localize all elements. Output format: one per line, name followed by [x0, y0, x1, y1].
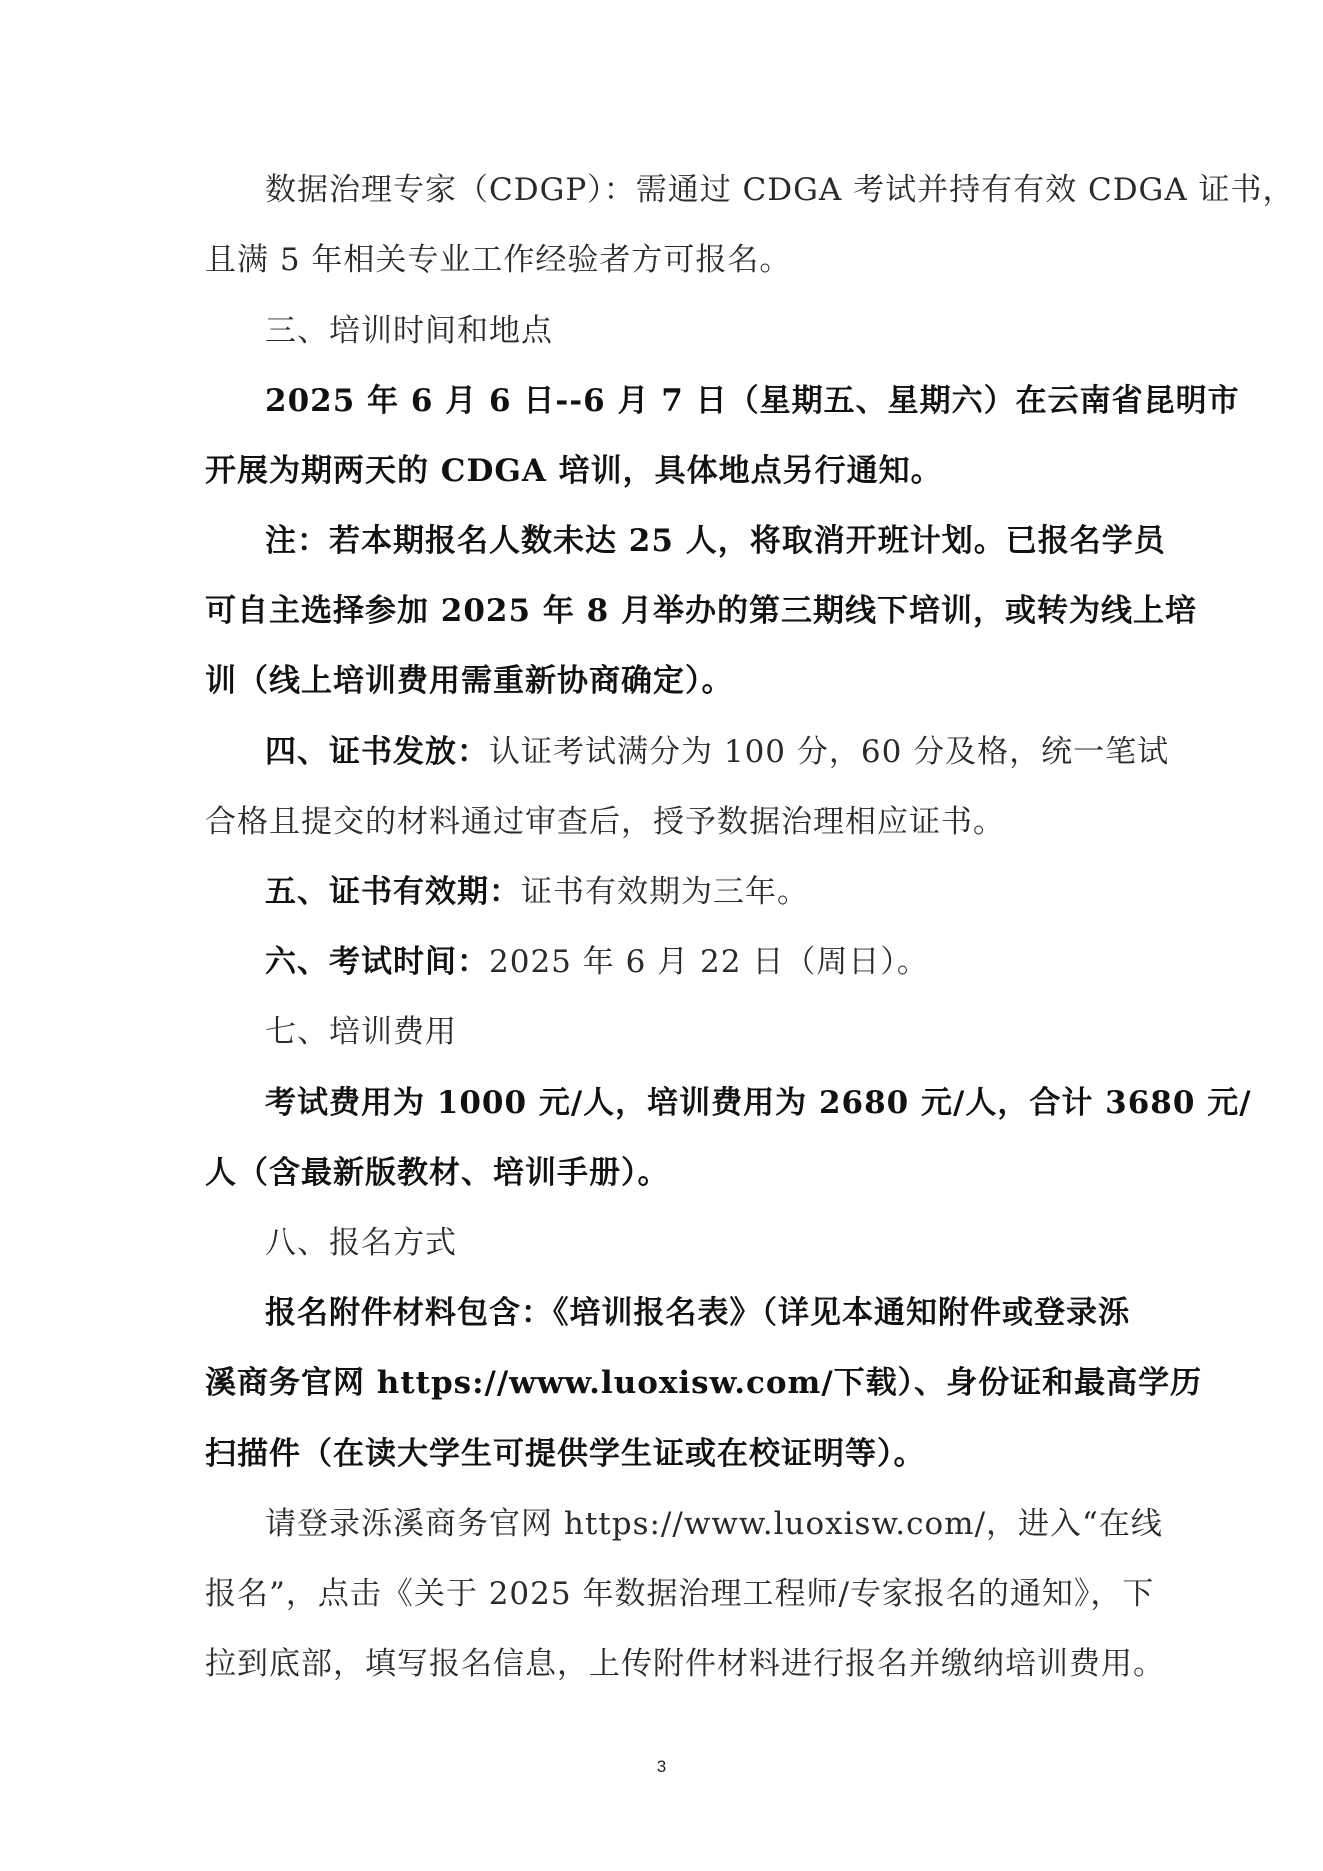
section-4-heading: 四、证书发放：	[265, 734, 489, 770]
note-line-1: 注：若本期报名人数未达 25 人，将取消开班计划。已报名学员	[265, 523, 1166, 559]
section-5-heading: 五、证书有效期：	[265, 874, 521, 910]
section-5-text: 证书有效期为三年。	[521, 874, 809, 910]
section-4-line-1	[265, 732, 1170, 772]
note-line-3: 训（线上培训费用需重新协商确定）。	[205, 663, 734, 699]
section-7-heading: 七、培训费用	[265, 1014, 457, 1050]
page-number: 3	[656, 1757, 667, 1776]
registration-line-1: 请登录泺溪商务官网 https://www.luoxisw.com/，进入“在线	[265, 1506, 1163, 1542]
section-6-text: 2025 年 6 月 22 日（周日）。	[489, 944, 929, 980]
materials-line-1: 报名附件材料包含：《培训报名表》（详见本通知附件或登录泺	[265, 1295, 1130, 1331]
training-time-line-2: 开展为期两天的 CDGA 培训，具体地点另行通知。	[205, 453, 943, 489]
materials-line-2: 溪商务官网 https://www.luoxisw.com/下载）、身份证和最高学历	[205, 1365, 1203, 1401]
training-time-line-1: 2025 年 6 月 6 日--6 月 7 日（星期五、星期六）在云南省昆明市	[265, 383, 1240, 419]
section-8-heading: 八、报名方式	[265, 1225, 457, 1261]
fee-line-1: 考试费用为 1000 元/人，培训费用为 2680 元/人，合计 3680 元/	[265, 1085, 1252, 1121]
section-5-line	[265, 872, 1125, 912]
cdgp-requirement-line-2: 且满 5 年相关专业工作经验者方可报名。	[205, 242, 792, 278]
section-6-heading: 六、考试时间：	[265, 944, 489, 980]
materials-line-3: 扫描件（在读大学生可提供学生证或在校证明等）。	[205, 1436, 926, 1472]
cdgp-requirement-line-1: 数据治理专家（CDGP）：需通过 CDGA 考试并持有有效 CDGA 证书，	[265, 172, 1295, 208]
registration-line-2: 报名”，点击《关于 2025 年数据治理工程师/专家报名的通知》，下	[205, 1576, 1155, 1612]
section-6-line	[265, 942, 1125, 982]
section-4-text: 认证考试满分为 100 分，60 分及格，统一笔试	[489, 734, 1170, 770]
section-3-heading: 三、培训时间和地点	[265, 313, 553, 349]
registration-line-3: 拉到底部，填写报名信息，上传附件材料进行报名并缴纳培训费用。	[205, 1646, 1165, 1682]
fee-line-2: 人（含最新版教材、培训手册）。	[205, 1155, 670, 1191]
section-4-line-2: 合格且提交的材料通过审查后，授予数据治理相应证书。	[205, 804, 1005, 840]
note-line-2: 可自主选择参加 2025 年 8 月举办的第三期线下培训，或转为线上培	[205, 593, 1198, 629]
